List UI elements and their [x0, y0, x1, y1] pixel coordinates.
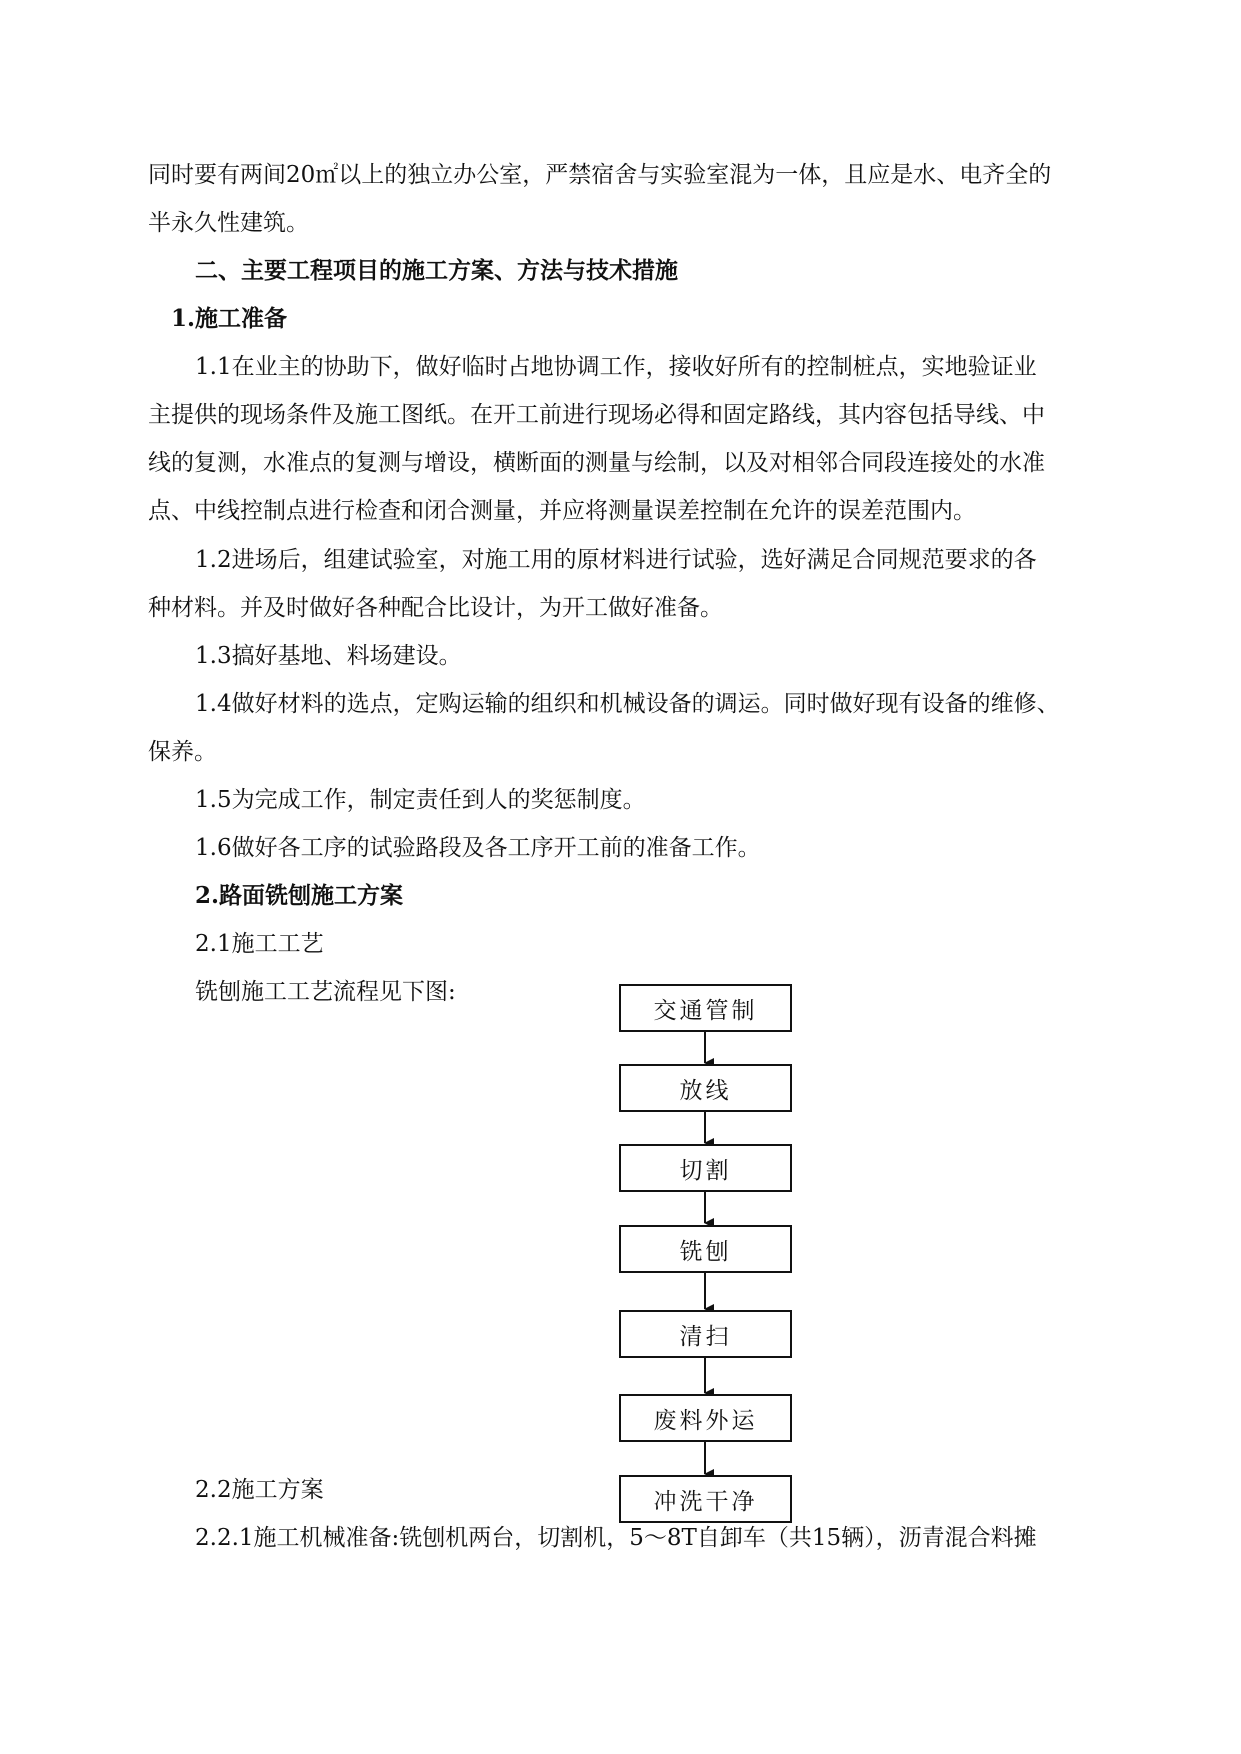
flow-step-sweeping: 清扫 — [619, 1310, 792, 1358]
paragraph-line: 1.6做好各工序的试验路段及各工序开工前的准备工作。 — [195, 835, 761, 861]
paragraph-line: 1.2进场后，组建试验室，对施工用的原材料进行试验，选好满足合同规范要求的各 — [195, 547, 1037, 573]
flow-step-milling: 铣刨 — [619, 1225, 792, 1273]
flow-step-layout: 放线 — [619, 1064, 792, 1112]
paragraph-line: 2.2.1施工机械准备:铣刨机两台，切割机，5～8T自卸车（共15辆），沥青混合料摊 — [195, 1525, 1037, 1551]
section-heading: 二、主要工程项目的施工方案、方法与技术措施 — [195, 257, 678, 284]
paragraph-line: 线的复测，水准点的复测与增设，横断面的测量与绘制，以及对相邻合同段连接处的水准 — [148, 450, 1045, 476]
paragraph-line: 铣刨施工工艺流程见下图: — [195, 979, 456, 1005]
subsection-heading: 2.路面铣刨施工方案 — [195, 882, 404, 909]
flow-step-cutting: 切割 — [619, 1144, 792, 1192]
flow-step-washing: 冲洗干净 — [619, 1475, 792, 1523]
flow-step-traffic-control: 交通管制 — [619, 984, 792, 1032]
paragraph-line: 1.1在业主的协助下，做好临时占地协调工作，接收好所有的控制桩点，实地验证业 — [195, 354, 1037, 380]
paragraph-line: 种材料。并及时做好各种配合比设计，为开工做好准备。 — [148, 595, 723, 621]
paragraph-line: 2.2施工方案 — [195, 1477, 324, 1503]
paragraph-line: 半永久性建筑。 — [148, 210, 309, 236]
flow-step-waste-removal: 废料外运 — [619, 1394, 792, 1442]
paragraph-line: 主提供的现场条件及施工图纸。在开工前进行现场必得和固定路线，其内容包括导线、中 — [148, 402, 1045, 428]
paragraph-line: 点、中线控制点进行检查和闭合测量，并应将测量误差控制在允许的误差范围内。 — [148, 498, 976, 524]
paragraph-line: 1.3搞好基地、料场建设。 — [195, 643, 462, 669]
paragraph-line: 同时要有两间20㎡以上的独立办公室，严禁宿舍与实验室混为一体，且应是水、电齐全的 — [148, 162, 1052, 188]
subsection-heading: 1.施工准备 — [171, 305, 288, 332]
paragraph-line: 2.1施工工艺 — [195, 931, 324, 957]
paragraph-line: 保养。 — [148, 739, 217, 765]
paragraph-line: 1.5为完成工作，制定责任到人的奖惩制度。 — [195, 787, 646, 813]
paragraph-line: 1.4做好材料的选点，定购运输的组织和机械设备的调运。同时做好现有设备的维修、 — [195, 691, 1060, 717]
